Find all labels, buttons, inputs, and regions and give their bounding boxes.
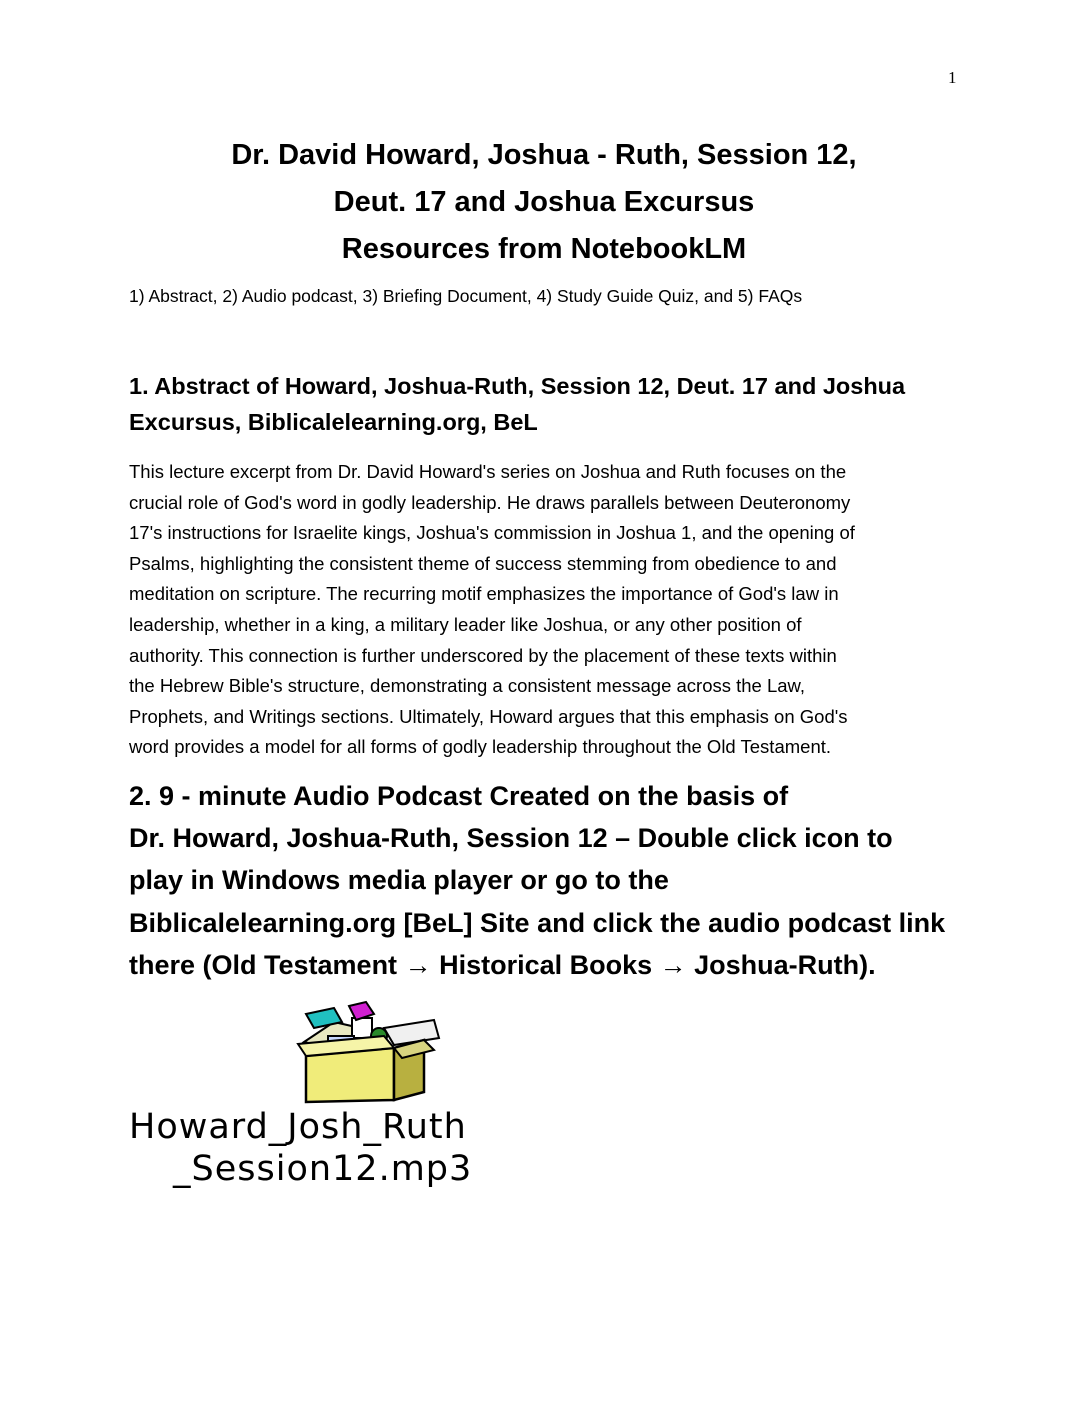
abstract-line: the Hebrew Bible's structure, demonstrating a consistent message across the Law, (129, 675, 806, 697)
page-number: 1 (948, 68, 957, 87)
abstract-paragraph (129, 457, 959, 763)
title-line-2: Deut. 17 and Joshua Excursus (333, 186, 755, 218)
section2-line-5-part-2: Historical Books (431, 949, 660, 980)
title-line-3: Resources from NotebookLM (341, 233, 747, 265)
section1-heading-line-1: 1. Abstract of Howard, Joshua-Ruth, Session 12, Deut. 17 and Joshua (129, 373, 906, 399)
file-name-line-2: _Session12.mp3 (173, 1149, 473, 1189)
audio-file-name[interactable] (129, 1106, 609, 1190)
document-title (0, 132, 1088, 273)
section2-line-2: Dr. Howard, Joshua-Ruth, Session 12 – Double click icon to (129, 823, 893, 854)
abstract-line: crucial role of God's word in godly leadership. He draws parallels between Deuteronomy (129, 491, 851, 513)
section2-line-4: Biblicalelearning.org [BeL] Site and click the audio podcast link (129, 907, 946, 938)
abstract-line: authority. This connection is further underscored by the placement of these texts within (129, 644, 837, 666)
abstract-line: 17's instructions for Israelite kings, Joshua's commission in Joshua 1, and the opening of (129, 522, 855, 544)
file-name-line-1: Howard_Josh_Ruth (129, 1107, 467, 1147)
abstract-line: word provides a model for all forms of godly leadership throughout the Old Testament. (129, 736, 832, 758)
section1-heading-line-2: Excursus, Biblicalelearning.org, BeL (129, 409, 538, 435)
abstract-line: leadership, whether in a king, a military leader like Joshua, or any other position of (129, 613, 802, 635)
section2-line-5-part-3: Joshua-Ruth). (686, 949, 876, 980)
right-arrow-icon: → (404, 949, 432, 980)
abstract-line: Psalms, highlighting the consistent theme of success stemming from obedience to and (129, 552, 837, 574)
right-arrow-icon: → (659, 949, 687, 980)
section2-line-5 (129, 944, 969, 986)
abstract-line: Prophets, and Writings sections. Ultimately, Howard argues that this emphasis on God's (129, 705, 848, 727)
title-line-1: Dr. David Howard, Joshua - Ruth, Session 12, (231, 139, 857, 171)
contents-line: 1) Abstract, 2) Audio podcast, 3) Briefing Document, 4) Study Guide Quiz, and 5) FAQs (129, 286, 803, 306)
section1-heading (129, 368, 959, 440)
abstract-line: meditation on scripture. The recurring motif emphasizes the importance of God's law in (129, 583, 839, 605)
section2-heading (129, 775, 969, 986)
section2-line-1: 2. 9 - minute Audio Podcast Created on the basis of (129, 781, 789, 811)
section2-line-5-part-1: there (Old Testament (129, 949, 405, 980)
section2-line-3: play in Windows media player or go to the (129, 865, 669, 896)
abstract-line: This lecture excerpt from Dr. David Howard's series on Joshua and Ruth focuses on the (129, 461, 847, 482)
package-icon[interactable] (294, 1000, 444, 1105)
